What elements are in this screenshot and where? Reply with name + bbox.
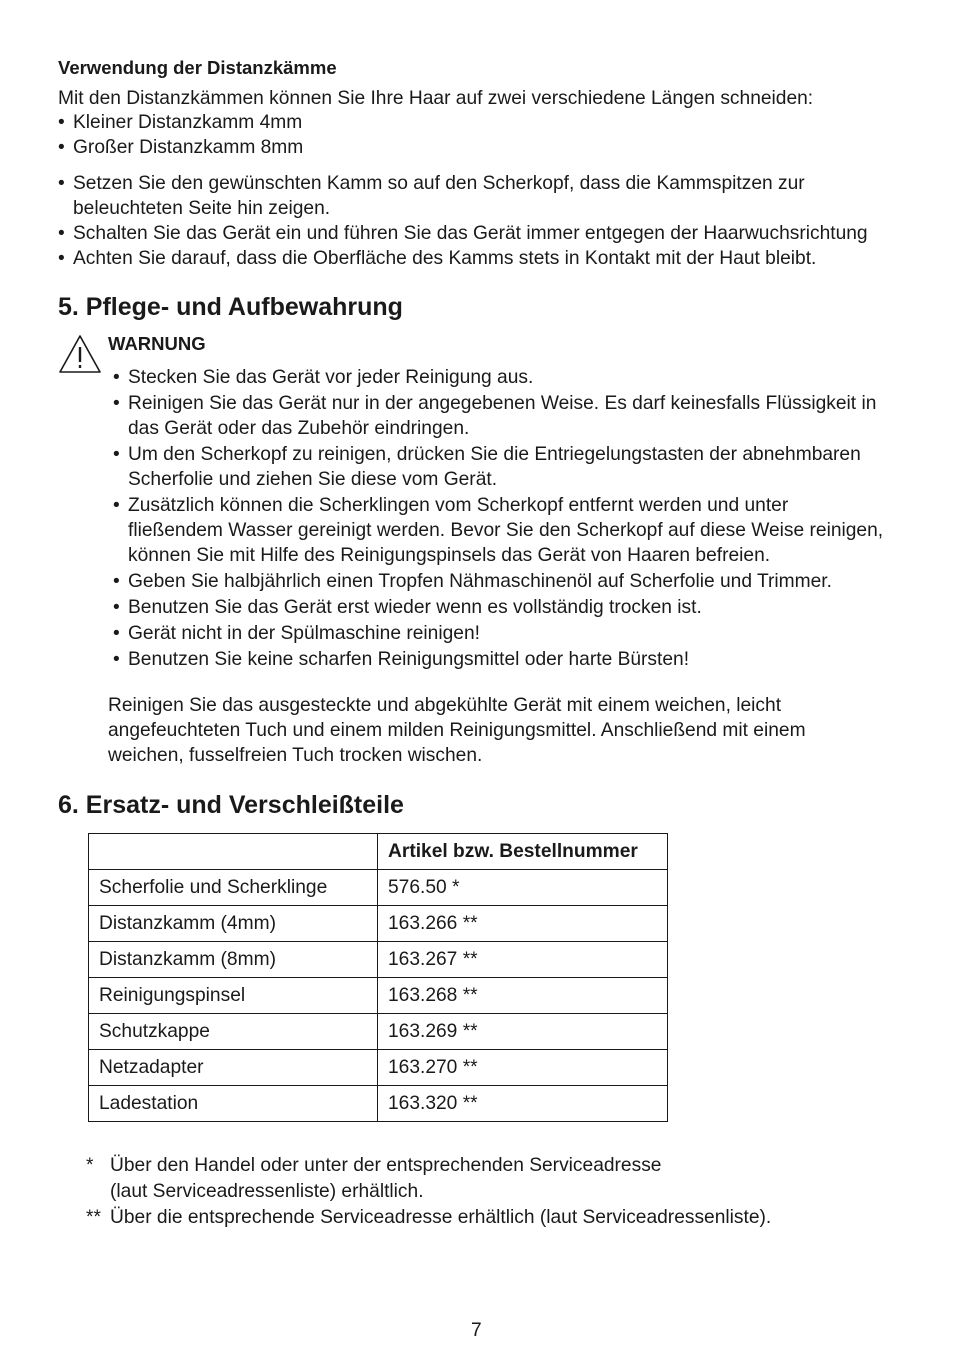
footnote-text: Über die entsprechende Serviceadresse erhältlich (laut Serviceadressenliste).: [110, 1207, 772, 1228]
list-item: • Benutzen Sie das Gerät erst wieder wenn es vollständig trocken ist.: [113, 595, 893, 620]
footnote-double: [86, 1205, 886, 1233]
part-name: Scherfolie und Scherklinge: [89, 870, 378, 906]
part-number: 163.268 **: [378, 978, 668, 1014]
part-number: 576.50 *: [378, 870, 668, 906]
list-item: • Setzen Sie den gewünschten Kamm so auf den Scherkopf, dass die Kammspitzen zur beleuchteten Seite hin zeigen.: [58, 171, 853, 221]
table-row: [89, 978, 668, 1014]
footnote-mark: *: [86, 1155, 94, 1176]
list-item: • Achten Sie darauf, dass die Oberfläche des Kamms stets in Kontakt mit der Haut bleibt.: [58, 246, 898, 271]
list-item: • Um den Scherkopf zu reinigen, drücken Sie die Entriegelungstasten der abnehmbaren Scherfolie und ziehen Sie diese vom Gerät.: [113, 442, 893, 492]
warning-label: WARNUNG: [108, 333, 206, 354]
care-paragraph: Reinigen Sie das ausgesteckte und abgekühlte Gerät mit einem weichen, leicht angefeuchteten Tuch und einem milden Reinigungsmittel. Anschließend mit einem weichen, fusselfreien Tuch trocken wischen.: [108, 695, 806, 766]
part-number: 163.267 **: [378, 942, 668, 978]
footnote-text: (laut Serviceadressenliste) erhältlich.: [110, 1181, 424, 1202]
warning-triangle-icon: [58, 334, 102, 374]
table-row: [89, 1014, 668, 1050]
table-row: [89, 906, 668, 942]
care-heading: 5. Pflege- und Aufbewahrung: [58, 293, 403, 321]
footnote-mark: **: [86, 1207, 101, 1228]
table-row: [89, 870, 668, 906]
part-number: 163.269 **: [378, 1014, 668, 1050]
list-item: • Zusätzlich können die Scherklingen vom Scherkopf entfernt werden und unter fließendem Wasser gereinigt werden. Bevor Sie den Scherkopf auf diese Weise reinigen, können Sie mit Hilfe des Reinigungspinsels das Gerät von Haaren befreien.: [113, 493, 888, 568]
table-header-number: Artikel bzw. Bestellnummer: [378, 834, 668, 870]
list-item: • Benutzen Sie keine scharfen Reinigungsmittel oder harte Bürsten!: [113, 647, 893, 672]
footnote-single: [86, 1153, 886, 1207]
part-name: Schutzkappe: [89, 1014, 378, 1050]
part-name: Distanzkamm (8mm): [89, 942, 378, 978]
part-number: 163.270 **: [378, 1050, 668, 1086]
usage-intro: Mit den Distanzkämmen können Sie Ihre Haar auf zwei verschiedene Längen schneiden:: [58, 88, 814, 109]
part-name: Netzadapter: [89, 1050, 378, 1086]
table-header-row: [89, 834, 668, 870]
comb-list: [58, 110, 898, 160]
part-name: Distanzkamm (4mm): [89, 906, 378, 942]
table-row: [89, 1086, 668, 1122]
part-name: Ladestation: [89, 1086, 378, 1122]
part-number: 163.266 **: [378, 906, 668, 942]
list-item: • Reinigen Sie das Gerät nur in der angegebenen Weise. Es darf keinesfalls Flüssigkeit in das Gerät oder das Zubehör eindringen.: [113, 391, 893, 441]
part-name: Reinigungspinsel: [89, 978, 378, 1014]
part-number: 163.320 **: [378, 1086, 668, 1122]
parts-table: [88, 833, 668, 1122]
table-row: [89, 942, 668, 978]
footnote-text: Über den Handel oder unter der entsprechenden Serviceadresse: [110, 1155, 662, 1176]
list-item: • Gerät nicht in der Spülmaschine reinigen!: [113, 621, 893, 646]
list-item: • Stecken Sie das Gerät vor jeder Reinigung aus.: [113, 365, 893, 390]
list-item: • Schalten Sie das Gerät ein und führen Sie das Gerät immer entgegen der Haarwuchsrichtung: [58, 221, 898, 246]
list-item: • Kleiner Distanzkamm 4mm: [58, 110, 898, 135]
list-item: • Großer Distanzkamm 8mm: [58, 135, 898, 160]
table-header-empty: [89, 834, 378, 870]
table-row: [89, 1050, 668, 1086]
usage-heading: Verwendung der Distanzkämme: [58, 57, 337, 78]
page-number: 7: [471, 1320, 482, 1341]
warning-list: [113, 365, 893, 673]
parts-heading: 6. Ersatz- und Verschleißteile: [58, 791, 404, 819]
usage-steps: [58, 171, 898, 271]
list-item: • Geben Sie halbjährlich einen Tropfen Nähmaschinenöl auf Scherfolie und Trimmer.: [113, 569, 893, 594]
